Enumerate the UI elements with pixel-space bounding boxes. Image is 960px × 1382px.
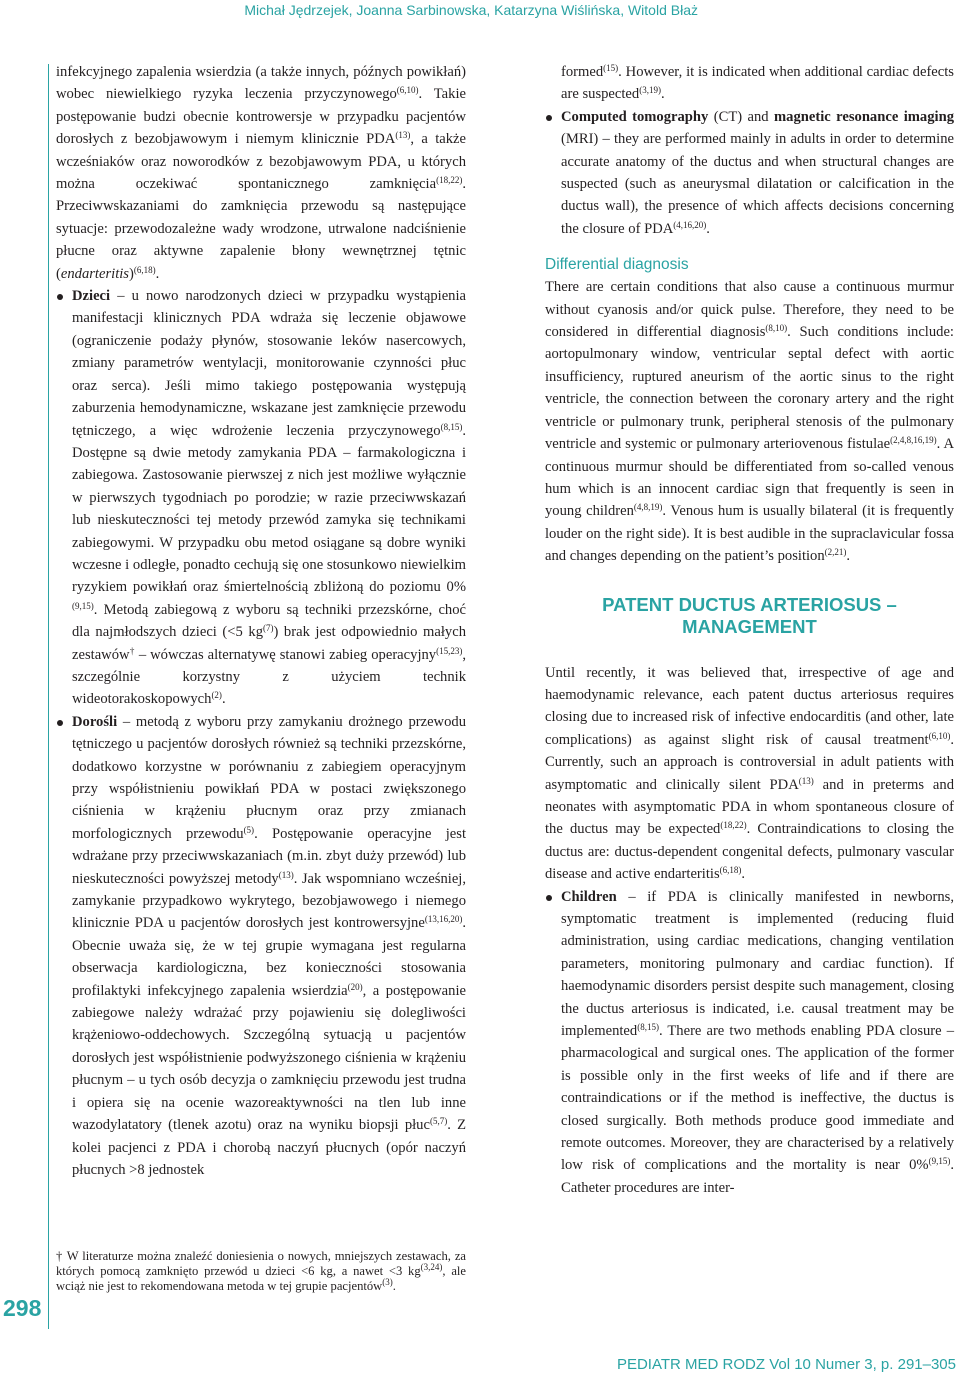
right-paragraph-management: Until recently, it was believed that, irrespective of age and haemodynamic relevance, each patent ductus arteriosus requires closing due to increased risk of infective endocarditis (and other, late complications) as against slight risk of causal treatment$^{(6,10)}$. Currently, such an approach is controversial in adult patients with asymptomatic and clinically silent PDA$^{(13)}$ and in preterms and neonates with asymptomatic PDA in whom spontaneous closure of the ductus may be expected$^{(18,22)}$. Contraindications to closing the ductus are: ductus-dependent congenital defects, pulmonary vascular disease and active endarteritis$^{(6,18)}$. (545, 664, 954, 883)
footnote: † W literaturze można znaleźć doniesienia o nowych, mniejszych zestawach, za których pomocą zamknięto przewód u dzieci <6 kg, a nawet <3 kg$^{(3,24)}$, ale wciąż nie jest to rekomendowana metoda w tej grupie pacjentów$^{(3)}$. (56, 1249, 466, 1294)
right-bullet-list-1 (545, 106, 954, 240)
page-number: 298 (3, 1295, 42, 1321)
margin-rule (48, 64, 49, 1329)
right-column (545, 61, 954, 1199)
bullet-dorosli: Dorośli – metodą z wyboru przy zamykaniu drożnego przewodu tętniczego u pacjentów dorosłych również są techniki przezskórne, dodatkowo korzystne w porównaniu z zabiegiem operacyjnym przy współistnieniu powikłań PDA w postaci zwiększonego ciśnienia w krążeniu płucnym oraz przy zmianach morfologicznych przewodu$^{(5)}$. Postępowanie operacyjne jest wdrażane przy przeciwwskazaniach (m.in. zbyt duży przewód) lub nieskuteczności powyższej metody$^{(13)}$. Jak wspomniano wcześniej, zamykanie przypadkowo wykrytego, bezobjawowego i niemego klinicznie PDA u pacjentów dorosłych jest kontrowersyjne$^{(13,16,20)}$. Obecnie uważa się, że w tej grupie wymagana jest regularna obserwacja kardiologiczna, bez konieczności stosowania profilaktyki infekcyjnego zapalenia wsierdzia$^{(20)}$, a postępowanie zabiegowe należy wdrażać przy pojawieniu się dolegliwości krążeniowo-oddechowych. Szczególną sytuacją u pacjentów dorosłych jest współistnienie podwyższonego ciśnienia w krążeniu płucnym – u tych osób decyzja o zamknięciu przewodu jest trudna i opiera się na ocenie wazoreaktywności na tlen lub inne wazodylatatory (tlenek azotu) oraz na wyniku biopsji płuc$^{(5,7)}$. Z kolei pacjenci z PDA i chorobą naczyń płucnych (opór naczyń płucnych >8 jednostek (56, 711, 466, 1182)
bullet-children: Children – if PDA is clinically manifested in newborns, symptomatic treatment is implemented (reducing fluid administration, using cardiac medications, changing ventilation parameters, monitoring pulmonary and cardiac function). If haemodynamic disorders persist despite such management, closing the ductus arteriosus is indicated, i.e. causal treatment may be implemented$^{(8,15)}$. There are two methods enabling PDA closure – pharmacological and surgical ones. The application of the former is possible only in the first weeks of life and if there are contraindications or if the method is ineffective, the ductus is closed surgically. Both methods produce good immediate and remote outcomes. Moreover, they are characterised by a relatively low risk of complications and the mortality is near 0%$^{(9,15)}$. Catheter procedures are inter- (545, 886, 954, 1200)
bullet-ct-mri: Computed tomography (CT) and magnetic resonance imaging (MRI) – they are performed mainly in adults in order to determine accurate anatomy of the ductus and when structural changes are suspected (such as aneurysmal dilatation or calcification in the ductus wall), the presence of which affects decisions concerning the closure of PDA$^{(4,16,20)}$. (545, 106, 954, 240)
left-column (56, 61, 466, 1181)
subheading-differential-diagnosis: Differential diagnosis (545, 256, 689, 274)
bullet-dzieci: Dzieci – u nowo narodzonych dzieci w przypadku wystąpienia manifestacji klinicznych PDA wdraża się leczenie objawowe (ograniczenie podaży płynów, stosowanie leków nasercowych, zmiany parametrów wentylacji, monitorowanie czynności płuc oraz serca). Jeśli mimo takiego postępowania występują zaburzenia hemodynamiczne, wskazane jest zamknięcie przewodu tętniczego, a więc wdrożenie leczenia przyczynowego$^{(8,15)}$. Dostępne są dwie metody zamykania PDA – farmakologiczna i zabiegowa. Zastosowanie pierwszej z nich jest możliwe wyłącznie w pierwszych tygodniach po porodzie; w razie przeciwwskazań lub nieskuteczności tej metody przewód zamyka się technikami zabiegowymi. W przypadku obu metod osiągane są dobre wyniki wczesne i odległe, ponadto cechują się one stosunkowo niewielkim ryzykiem powikłań oraz śmiertelnością zbliżoną do poziomu 0%$^{(9,15)}$. Metodą zabiegową z wyboru są techniki przezskórne, choć dla najmłodszych dzieci (<5 $kg^{(7)}$) brak jest odpowiednio małych zestawów† – wówczas alternatywę stanowi zabieg operacyjny$^{(15,23)}$, szczególnie korzystny z użyciem technik wideotorakoskopowych$^{(2)}$. (56, 285, 466, 711)
right-bullet-list-2 (545, 886, 954, 1200)
left-bullet-list (56, 285, 466, 1181)
running-header-authors: Michał Jędrzejek, Joanna Sarbinowska, Katarzyna Wiślińska, Witold Błaż (244, 2, 698, 18)
journal-footer: PEDIATR MED RODZ Vol 10 Numer 3, p. 291–305 (616, 1356, 956, 1373)
right-paragraph-continued: formed$^{(15)}$. However, it is indicated when additional cardiac defects are suspected$^{(3,19)}$. (561, 63, 954, 103)
right-paragraph-differential: There are certain conditions that also cause a continuous murmur without cyanosis and/or quick pulse. Therefore, they need to be considered in differential diagnosis$^{(8,10)}$. Such conditions include: aortopulmonary window, ventricular septal defect with aortic insufficiency, ruptured aneurism of the aortic sinus to the right ventricle, the connection between the coronary artery and the right ventricle or pulmonary trunk, peripheral stenosis of the pulmonary ventricle and systemic or pulmonary arteriovenous fistulae$^{(2,4,8,16,19)}$. A continuous murmur should be differentiated from so-called venous hum which is an innocent cardiac sign that frequently is seen in young children$^{(4,8,19)}$. Venous hum is usually bilateral (it is frequently louder on the right side). It is best audible in the supraclavicular fossa and changes depending on the patient’s position$^{(2,21)}$. (545, 279, 955, 565)
section-heading-management: PATENT DUCTUS ARTERIOSUS – MANAGEMENT (602, 593, 897, 637)
left-paragraph-1: infekcyjnego zapalenia wsierdzia (a także innych, późnych powikłań) wobec niewielkiego ryzyka leczenia przyczynowego$^{(6,10)}$. Takie postępowanie budzi obecnie kontrowersje w przypadku pacjentów dorosłych z bezobjawowym i niemym klinicznie PDA$^{(13)}$, a także wcześniaków oraz noworodków z bezobjawowym PDA, u których można oczekiwać spontanicznego zamknięcia$^{(18,22)}$. Przeciwwskazaniami do zamknięcia przewodu są następujące sytuacje: przewodozależne wady wrodzone, utrwalone nadciśnienie płucne oraz aktywne zapalenie błony wewnętrznej tętnic (endarteritis)$^{(6,18)}$. (56, 64, 466, 282)
